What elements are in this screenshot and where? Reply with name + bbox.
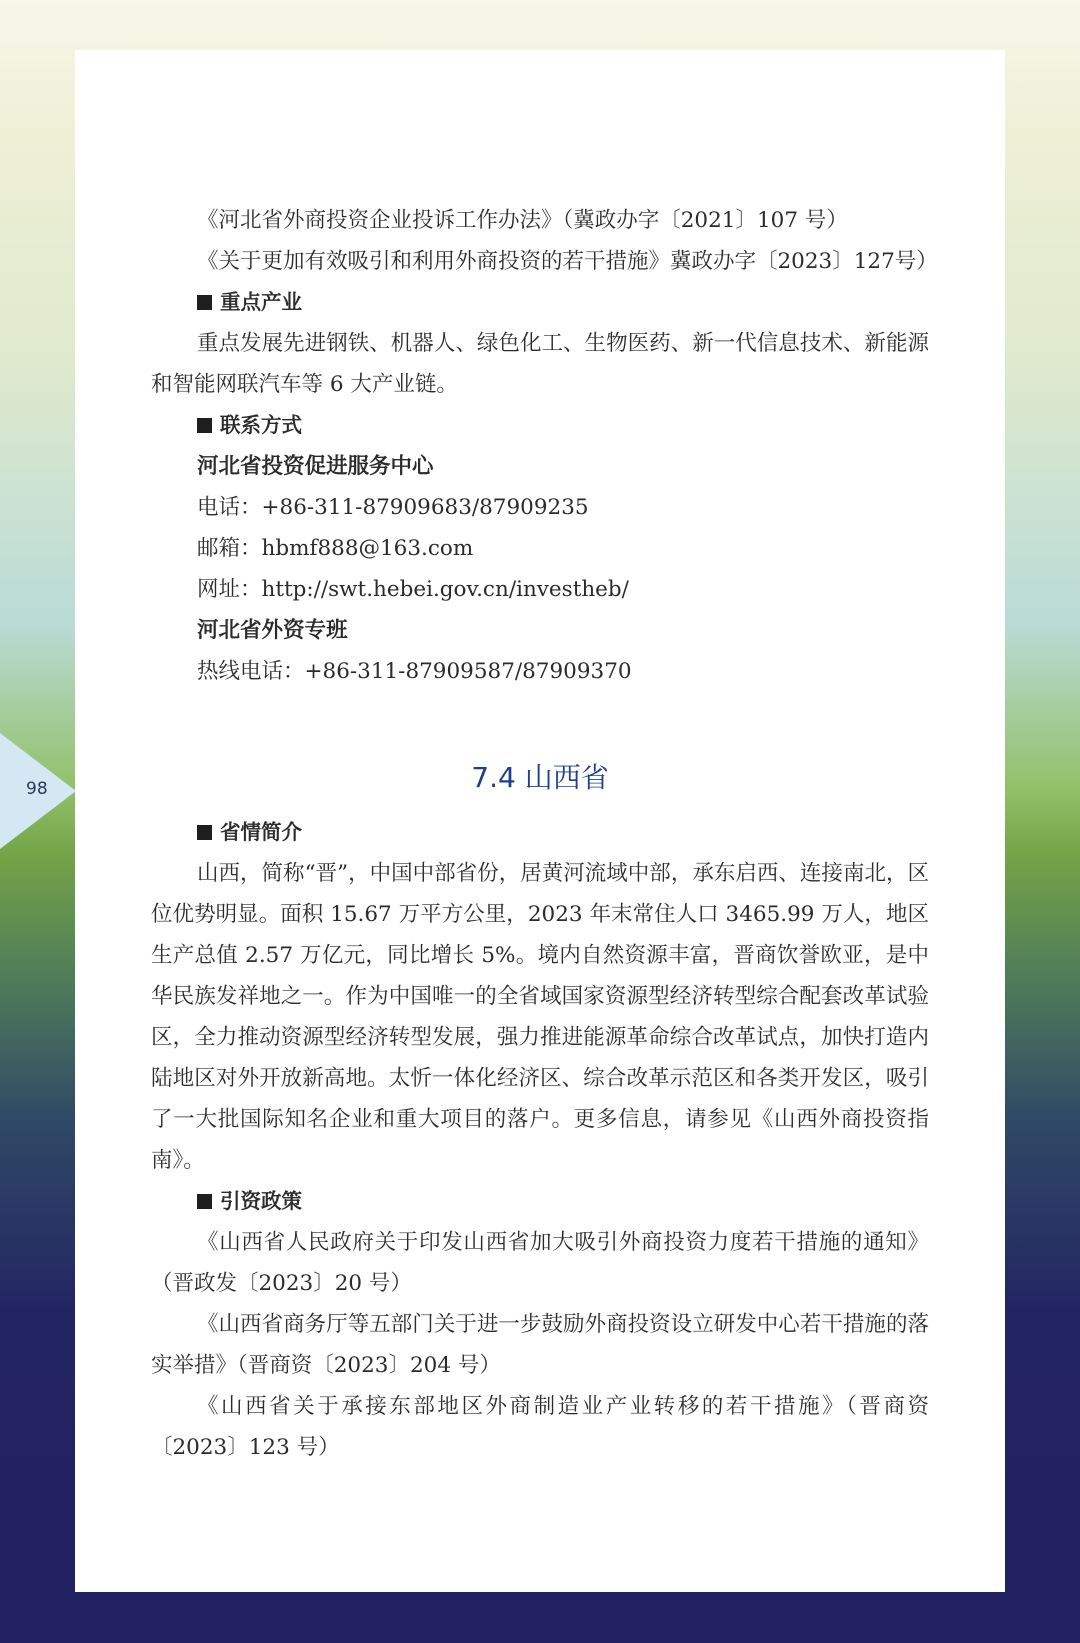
policy-heading bbox=[151, 1181, 929, 1222]
square-bullet-icon bbox=[197, 1194, 212, 1209]
section-spacer bbox=[151, 692, 929, 756]
shanxi-policy-2: 《山西省商务厅等五部门关于进一步鼓励外商投资设立研发中心若干措施的落实举措》（晋商资〔2023〕204 号） bbox=[151, 1312, 929, 1378]
org1-phone: 电话：+86-311-87909683/87909235 bbox=[197, 495, 589, 520]
org2-name: 河北省外资专班 bbox=[197, 618, 348, 643]
shanxi-policy-1: 《山西省人民政府关于印发山西省加大吸引外商投资力度若干措施的通知》（晋政发〔2023〕20 号） bbox=[151, 1230, 929, 1296]
hebei-policy-1: 《河北省外商投资企业投诉工作办法》（冀政办字〔2021〕107 号） bbox=[197, 208, 848, 233]
section-title: 7.4 山西省 bbox=[471, 761, 609, 794]
contact-heading bbox=[151, 405, 929, 446]
profile-text: 山西，简称“晋”，中国中部省份，居黄河流域中部，承东启西、连接南北，区位优势明显。面积 15.67 万平方公里，2023 年末常住人口 3465.99 万人，地区生产总值 2.57 万亿元，同比增长 5%。境内自然资源丰富，晋商饮誉欧亚，是中华民族发祥地之一。作为中国唯一的全省域国家资源型经济转型综合配套改革试验区，全力推动资源型经济转型发展，强力推进能源革命综合改革试点，加快打造内陆地区对外开放新高地。太忻一体化经济区、综合改革示范区和各类开发区，吸引了一大批国际知名企业和重大项目的落户。更多信息，请参见《山西外商投资指南》。 bbox=[151, 861, 929, 1173]
page-paper bbox=[75, 50, 1005, 1592]
profile-heading bbox=[151, 812, 929, 853]
contact-heading-label: 联系方式 bbox=[220, 413, 302, 437]
policy-heading-label: 引资政策 bbox=[220, 1189, 302, 1213]
profile-heading-label: 省情简介 bbox=[220, 820, 302, 844]
section-spacer-small bbox=[151, 800, 929, 812]
industry-text: 重点发展先进钢铁、机器人、绿色化工、生物医药、新一代信息技术、新能源和智能网联汽车等 6 大产业链。 bbox=[151, 331, 929, 397]
org1-website: 网址：http://swt.hebei.gov.cn/investheb/ bbox=[197, 577, 629, 602]
hebei-policy-2: 《关于更加有效吸引和利用外商投资的若干措施》冀政办字〔2023〕127号） bbox=[197, 249, 938, 274]
industry-heading-label: 重点产业 bbox=[220, 290, 302, 314]
industry-heading bbox=[151, 282, 929, 323]
page-number: 98 bbox=[26, 779, 48, 799]
shanxi-policy-3: 《山西省关于承接东部地区外商制造业产业转移的若干措施》（晋商资〔2023〕123 号） bbox=[151, 1394, 929, 1460]
square-bullet-icon bbox=[197, 418, 212, 433]
org1-email: 邮箱：hbmf888@163.com bbox=[197, 536, 474, 561]
square-bullet-icon bbox=[197, 825, 212, 840]
page-content bbox=[151, 200, 938, 1468]
org1-name: 河北省投资促进服务中心 bbox=[197, 454, 434, 479]
square-bullet-icon bbox=[197, 295, 212, 310]
org2-hotline: 热线电话：+86-311-87909587/87909370 bbox=[197, 659, 632, 684]
